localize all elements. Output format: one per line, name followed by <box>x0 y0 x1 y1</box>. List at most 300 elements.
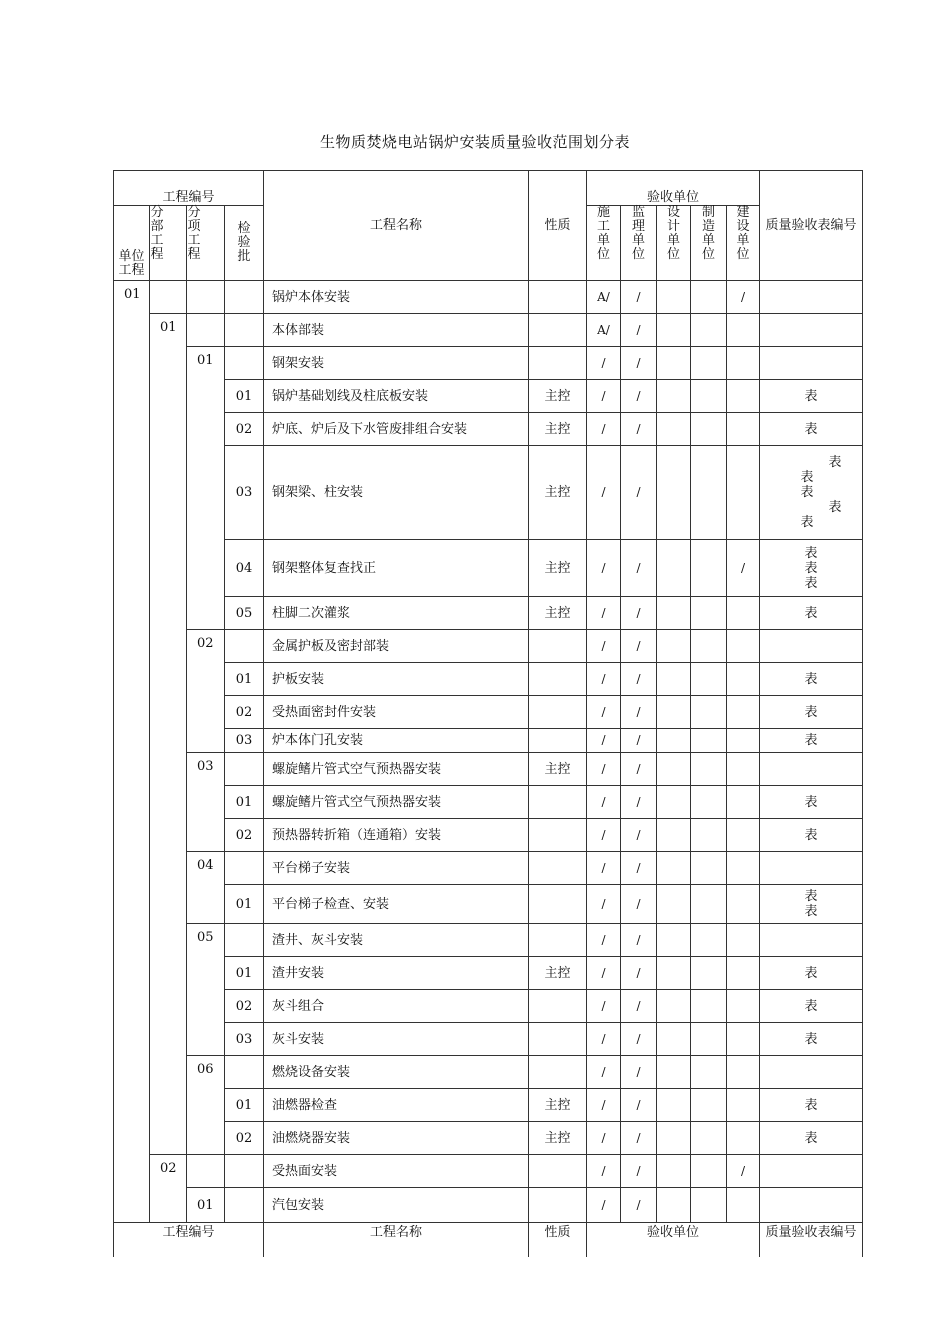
cell-owner-unit <box>727 990 760 1023</box>
cell-owner-unit <box>727 597 760 630</box>
cell-form-no <box>760 380 863 413</box>
cell-form-no <box>760 819 863 852</box>
cell-project-name: 受热面安装 <box>264 1155 529 1188</box>
cell-owner-unit: / <box>727 281 760 314</box>
form-no-line: 表 <box>804 605 818 621</box>
cell-manufacture-unit <box>691 753 727 786</box>
cell-form-no <box>760 990 863 1023</box>
cell-design-unit <box>657 540 691 597</box>
form-no-line: 表 <box>804 827 818 843</box>
header-project-code: 工程编号 <box>114 171 264 206</box>
cell-owner-unit <box>727 663 760 696</box>
cell-construction-unit: / <box>587 696 621 729</box>
cell-manufacture-unit <box>691 990 727 1023</box>
cell-construction-unit: / <box>587 786 621 819</box>
form-no-line: 表 <box>804 704 818 720</box>
cell-inspection-lot <box>225 753 264 786</box>
cell-nature <box>529 819 587 852</box>
cell-nature: 主控 <box>529 446 587 540</box>
cell-project-name: 预热器转折箱（连通箱）安装 <box>264 819 529 852</box>
cell-manufacture-unit <box>691 786 727 819</box>
cell-manufacture-unit <box>691 413 727 446</box>
cell-project-name: 油燃器检查 <box>264 1089 529 1122</box>
cell-construction-unit: A/ <box>587 314 621 347</box>
cell-project-name: 钢架梁、柱安装 <box>264 446 529 540</box>
cell-supervision-unit: / <box>621 630 657 663</box>
cell-project-name: 受热面密封件安装 <box>264 696 529 729</box>
cell-sub-division: 01 <box>150 314 187 1155</box>
form-no-line: 表 <box>804 575 818 591</box>
cell-owner-unit <box>727 380 760 413</box>
cell-construction-unit: / <box>587 1023 621 1056</box>
cell-inspection-lot: 05 <box>225 597 264 630</box>
table-row <box>114 924 863 957</box>
cell-project-name: 本体部装 <box>264 314 529 347</box>
form-no-line: 表 <box>804 671 818 687</box>
table-row <box>114 314 863 347</box>
cell-owner-unit: / <box>727 540 760 597</box>
cell-sub-item: 05 <box>187 924 225 1056</box>
cell-inspection-lot: 03 <box>225 446 264 540</box>
form-no-line: 表 <box>804 904 818 919</box>
cell-manufacture-unit <box>691 819 727 852</box>
footer-project-code: 工程编号 <box>114 1223 264 1257</box>
cell-sub-item <box>187 281 225 314</box>
cell-project-name: 金属护板及密封部装 <box>264 630 529 663</box>
table-row <box>114 1122 863 1155</box>
cell-project-name: 平台梯子检查、安装 <box>264 885 529 924</box>
cell-owner-unit <box>727 1056 760 1089</box>
cell-inspection-lot <box>225 1155 264 1188</box>
table-row <box>114 729 863 753</box>
cell-nature <box>529 314 587 347</box>
table-row <box>114 1155 863 1188</box>
cell-nature: 主控 <box>529 597 587 630</box>
cell-inspection-lot: 03 <box>225 1023 264 1056</box>
cell-construction-unit: / <box>587 885 621 924</box>
cell-inspection-lot: 01 <box>225 380 264 413</box>
cell-project-name: 钢架整体复查找正 <box>264 540 529 597</box>
cell-supervision-unit: / <box>621 1023 657 1056</box>
cell-form-no <box>760 885 863 924</box>
cell-form-no <box>760 1056 863 1089</box>
cell-design-unit <box>657 380 691 413</box>
cell-owner-unit <box>727 1023 760 1056</box>
header-acceptance-units: 验收单位 <box>587 171 760 206</box>
cell-nature <box>529 852 587 885</box>
cell-inspection-lot: 02 <box>225 696 264 729</box>
cell-design-unit <box>657 597 691 630</box>
cell-inspection-lot: 04 <box>225 540 264 597</box>
table-row <box>114 957 863 990</box>
cell-inspection-lot: 02 <box>225 819 264 852</box>
cell-project-name: 锅炉本体安装 <box>264 281 529 314</box>
header-manufacture-unit: 制造单位 <box>691 206 727 281</box>
cell-manufacture-unit <box>691 347 727 380</box>
cell-form-no <box>760 729 863 753</box>
cell-design-unit <box>657 1155 691 1188</box>
cell-supervision-unit: / <box>621 413 657 446</box>
table-row <box>114 597 863 630</box>
cell-supervision-unit: / <box>621 885 657 924</box>
header-nature: 性质 <box>529 171 587 281</box>
table-row <box>114 663 863 696</box>
cell-project-name: 护板安装 <box>264 663 529 696</box>
table-row <box>114 786 863 819</box>
cell-inspection-lot: 01 <box>225 957 264 990</box>
cell-manufacture-unit <box>691 957 727 990</box>
cell-construction-unit: / <box>587 729 621 753</box>
cell-nature <box>529 1023 587 1056</box>
cell-form-no <box>760 957 863 990</box>
form-no-line: 表 <box>804 965 818 981</box>
cell-inspection-lot: 01 <box>225 885 264 924</box>
cell-construction-unit: / <box>587 663 621 696</box>
cell-sub-item: 02 <box>187 630 225 753</box>
header-project-name: 工程名称 <box>264 171 529 281</box>
cell-supervision-unit: / <box>621 729 657 753</box>
cell-construction-unit: A/ <box>587 281 621 314</box>
cell-form-no <box>760 924 863 957</box>
cell-project-name: 灰斗安装 <box>264 1023 529 1056</box>
cell-supervision-unit: / <box>621 1155 657 1188</box>
cell-sub-item: 03 <box>187 753 225 852</box>
cell-project-name: 锅炉基础划线及柱底板安装 <box>264 380 529 413</box>
header-construction-unit: 施工单位 <box>587 206 621 281</box>
cell-owner-unit <box>727 347 760 380</box>
page-title: 生物质焚烧电站锅炉安装质量验收范围划分表 <box>319 133 630 151</box>
cell-project-name: 炉底、炉后及下水管废排组合安装 <box>264 413 529 446</box>
cell-construction-unit: / <box>587 347 621 380</box>
table-row <box>114 413 863 446</box>
cell-form-no <box>760 630 863 663</box>
cell-form-no <box>760 786 863 819</box>
cell-design-unit <box>657 663 691 696</box>
form-no-line: 表 <box>800 485 814 500</box>
cell-sub-division <box>150 281 187 314</box>
cell-inspection-lot <box>225 314 264 347</box>
cell-owner-unit <box>727 885 760 924</box>
cell-supervision-unit: / <box>621 446 657 540</box>
cell-design-unit <box>657 852 691 885</box>
cell-form-no <box>760 446 863 540</box>
form-no-line: 表 <box>804 1097 818 1113</box>
form-no-line: 表 <box>804 889 818 904</box>
form-no-line: 表 <box>804 421 818 437</box>
cell-project-name: 汽包安装 <box>264 1188 529 1223</box>
cell-inspection-lot <box>225 852 264 885</box>
table-row <box>114 281 863 314</box>
cell-sub-division: 02 <box>150 1155 187 1223</box>
cell-construction-unit: / <box>587 753 621 786</box>
cell-owner-unit <box>727 314 760 347</box>
cell-supervision-unit: / <box>621 347 657 380</box>
cell-construction-unit: / <box>587 540 621 597</box>
cell-manufacture-unit <box>691 380 727 413</box>
cell-form-no <box>760 281 863 314</box>
cell-owner-unit <box>727 413 760 446</box>
form-no-line: 表 <box>828 455 842 470</box>
cell-nature <box>529 786 587 819</box>
cell-construction-unit: / <box>587 957 621 990</box>
cell-nature: 主控 <box>529 1089 587 1122</box>
cell-construction-unit: / <box>587 852 621 885</box>
table-row <box>114 630 863 663</box>
cell-supervision-unit: / <box>621 380 657 413</box>
header-design-unit: 设计单位 <box>657 206 691 281</box>
cell-form-no <box>760 663 863 696</box>
footer-project-name: 工程名称 <box>264 1223 529 1257</box>
cell-inspection-lot: 02 <box>225 1122 264 1155</box>
cell-form-no <box>760 540 863 597</box>
table-row <box>114 347 863 380</box>
cell-project-name: 平台梯子安装 <box>264 852 529 885</box>
cell-form-no <box>760 1122 863 1155</box>
cell-nature <box>529 281 587 314</box>
cell-design-unit <box>657 696 691 729</box>
table-row <box>114 380 863 413</box>
header-sub-division: 分部工程 <box>150 206 187 281</box>
cell-nature <box>529 885 587 924</box>
cell-manufacture-unit <box>691 729 727 753</box>
form-no-line: 表 <box>804 1130 818 1146</box>
cell-supervision-unit: / <box>621 957 657 990</box>
cell-sub-item <box>187 1155 225 1188</box>
table-row <box>114 753 863 786</box>
cell-project-name: 燃烧设备安装 <box>264 1056 529 1089</box>
cell-project-name: 渣井安装 <box>264 957 529 990</box>
cell-construction-unit: / <box>587 819 621 852</box>
cell-supervision-unit: / <box>621 281 657 314</box>
cell-inspection-lot: 02 <box>225 990 264 1023</box>
cell-design-unit <box>657 446 691 540</box>
cell-owner-unit <box>727 924 760 957</box>
cell-nature: 主控 <box>529 380 587 413</box>
cell-project-name: 炉本体门孔安装 <box>264 729 529 753</box>
form-no-line: 表 <box>800 470 814 485</box>
cell-supervision-unit: / <box>621 786 657 819</box>
cell-owner-unit <box>727 819 760 852</box>
cell-nature <box>529 1056 587 1089</box>
cell-construction-unit: / <box>587 924 621 957</box>
header-owner-unit: 建设单位 <box>727 206 760 281</box>
cell-owner-unit <box>727 696 760 729</box>
cell-owner-unit <box>727 1089 760 1122</box>
table-row <box>114 540 863 597</box>
cell-supervision-unit: / <box>621 663 657 696</box>
table-row <box>114 696 863 729</box>
cell-manufacture-unit <box>691 281 727 314</box>
cell-manufacture-unit <box>691 1122 727 1155</box>
cell-form-no <box>760 696 863 729</box>
cell-unit-project: 01 <box>114 281 150 1223</box>
cell-owner-unit <box>727 753 760 786</box>
table-row <box>114 885 863 924</box>
cell-design-unit <box>657 1023 691 1056</box>
table-row <box>114 1188 863 1223</box>
cell-supervision-unit: / <box>621 1056 657 1089</box>
cell-manufacture-unit <box>691 1089 727 1122</box>
cell-design-unit <box>657 1056 691 1089</box>
cell-owner-unit <box>727 446 760 540</box>
footer-form-no: 质量验收表编号 <box>760 1223 863 1257</box>
cell-inspection-lot <box>225 281 264 314</box>
table-row <box>114 852 863 885</box>
cell-construction-unit: / <box>587 446 621 540</box>
cell-form-no <box>760 852 863 885</box>
cell-nature <box>529 1155 587 1188</box>
cell-manufacture-unit <box>691 663 727 696</box>
cell-form-no <box>760 1089 863 1122</box>
form-no-line: 表 <box>828 500 842 515</box>
cell-design-unit <box>657 819 691 852</box>
cell-nature: 主控 <box>529 413 587 446</box>
header-form-no: 质量验收表编号 <box>760 171 863 281</box>
cell-manufacture-unit <box>691 630 727 663</box>
cell-supervision-unit: / <box>621 314 657 347</box>
cell-inspection-lot: 01 <box>225 663 264 696</box>
cell-project-name: 螺旋鳍片管式空气预热器安装 <box>264 786 529 819</box>
form-no-line: 表 <box>804 560 818 576</box>
cell-form-no <box>760 314 863 347</box>
cell-supervision-unit: / <box>621 753 657 786</box>
form-no-line: 表 <box>804 733 818 748</box>
cell-supervision-unit: / <box>621 852 657 885</box>
cell-design-unit <box>657 1089 691 1122</box>
cell-project-name: 渣井、灰斗安装 <box>264 924 529 957</box>
cell-project-name: 油燃烧器安装 <box>264 1122 529 1155</box>
cell-owner-unit <box>727 852 760 885</box>
form-no-line: 表 <box>804 388 818 404</box>
cell-construction-unit: / <box>587 1089 621 1122</box>
cell-supervision-unit: / <box>621 597 657 630</box>
cell-design-unit <box>657 281 691 314</box>
footer-acceptance-units: 验收单位 <box>587 1223 760 1257</box>
form-no-line: 表 <box>804 998 818 1014</box>
cell-inspection-lot <box>225 347 264 380</box>
cell-design-unit <box>657 1122 691 1155</box>
cell-construction-unit: / <box>587 1122 621 1155</box>
cell-nature <box>529 696 587 729</box>
cell-supervision-unit: / <box>621 1122 657 1155</box>
footer-header-row <box>114 1223 863 1257</box>
cell-construction-unit: / <box>587 630 621 663</box>
cell-inspection-lot <box>225 1056 264 1089</box>
cell-inspection-lot: 01 <box>225 786 264 819</box>
table-row <box>114 1089 863 1122</box>
cell-supervision-unit: / <box>621 696 657 729</box>
cell-form-no <box>760 1023 863 1056</box>
cell-owner-unit <box>727 957 760 990</box>
cell-construction-unit: / <box>587 1056 621 1089</box>
cell-manufacture-unit <box>691 924 727 957</box>
header-sub-item: 分项工程 <box>187 206 225 281</box>
header-supervision-unit: 监理单位 <box>621 206 657 281</box>
form-no-line: 表 <box>804 794 818 810</box>
cell-design-unit <box>657 630 691 663</box>
header-unit-project: 单位工程 <box>114 206 150 281</box>
cell-form-no <box>760 1188 863 1223</box>
cell-design-unit <box>657 413 691 446</box>
cell-supervision-unit: / <box>621 819 657 852</box>
cell-nature <box>529 630 587 663</box>
cell-nature <box>529 990 587 1023</box>
cell-construction-unit: / <box>587 1188 621 1223</box>
cell-form-no <box>760 597 863 630</box>
cell-manufacture-unit <box>691 1023 727 1056</box>
cell-sub-item: 04 <box>187 852 225 924</box>
cell-manufacture-unit <box>691 540 727 597</box>
cell-owner-unit: / <box>727 1155 760 1188</box>
form-no-line: 表 <box>800 515 814 530</box>
cell-design-unit <box>657 753 691 786</box>
cell-design-unit <box>657 729 691 753</box>
cell-owner-unit <box>727 729 760 753</box>
cell-manufacture-unit <box>691 696 727 729</box>
cell-manufacture-unit <box>691 446 727 540</box>
cell-owner-unit <box>727 1122 760 1155</box>
cell-construction-unit: / <box>587 380 621 413</box>
cell-design-unit <box>657 1188 691 1223</box>
cell-supervision-unit: / <box>621 924 657 957</box>
form-no-line: 表 <box>804 1031 818 1047</box>
cell-construction-unit: / <box>587 990 621 1023</box>
cell-nature: 主控 <box>529 540 587 597</box>
cell-form-no <box>760 413 863 446</box>
cell-inspection-lot <box>225 1188 264 1223</box>
cell-form-no <box>760 347 863 380</box>
cell-nature: 主控 <box>529 753 587 786</box>
cell-construction-unit: / <box>587 597 621 630</box>
form-no-line: 表 <box>804 545 818 561</box>
cell-nature <box>529 663 587 696</box>
cell-sub-item: 01 <box>187 347 225 630</box>
cell-nature: 主控 <box>529 1122 587 1155</box>
cell-sub-item: 01 <box>187 1188 225 1223</box>
cell-form-no <box>760 1155 863 1188</box>
cell-nature <box>529 924 587 957</box>
header-inspection-lot: 检验批 <box>225 206 264 281</box>
cell-sub-item: 06 <box>187 1056 225 1155</box>
cell-inspection-lot: 03 <box>225 729 264 753</box>
cell-supervision-unit: / <box>621 990 657 1023</box>
cell-supervision-unit: / <box>621 1188 657 1223</box>
table-row <box>114 1056 863 1089</box>
cell-design-unit <box>657 990 691 1023</box>
cell-project-name: 钢架安装 <box>264 347 529 380</box>
cell-manufacture-unit <box>691 885 727 924</box>
cell-owner-unit <box>727 786 760 819</box>
table-row <box>114 990 863 1023</box>
cell-owner-unit <box>727 1188 760 1223</box>
cell-owner-unit <box>727 630 760 663</box>
table-row <box>114 1023 863 1056</box>
cell-manufacture-unit <box>691 597 727 630</box>
cell-manufacture-unit <box>691 1155 727 1188</box>
cell-manufacture-unit <box>691 852 727 885</box>
footer-nature: 性质 <box>529 1223 587 1257</box>
cell-inspection-lot: 01 <box>225 1089 264 1122</box>
cell-manufacture-unit <box>691 1056 727 1089</box>
cell-design-unit <box>657 924 691 957</box>
cell-project-name: 螺旋鳍片管式空气预热器安装 <box>264 753 529 786</box>
cell-design-unit <box>657 314 691 347</box>
cell-nature <box>529 729 587 753</box>
cell-project-name: 灰斗组合 <box>264 990 529 1023</box>
cell-supervision-unit: / <box>621 540 657 597</box>
cell-nature <box>529 347 587 380</box>
cell-nature: 主控 <box>529 957 587 990</box>
